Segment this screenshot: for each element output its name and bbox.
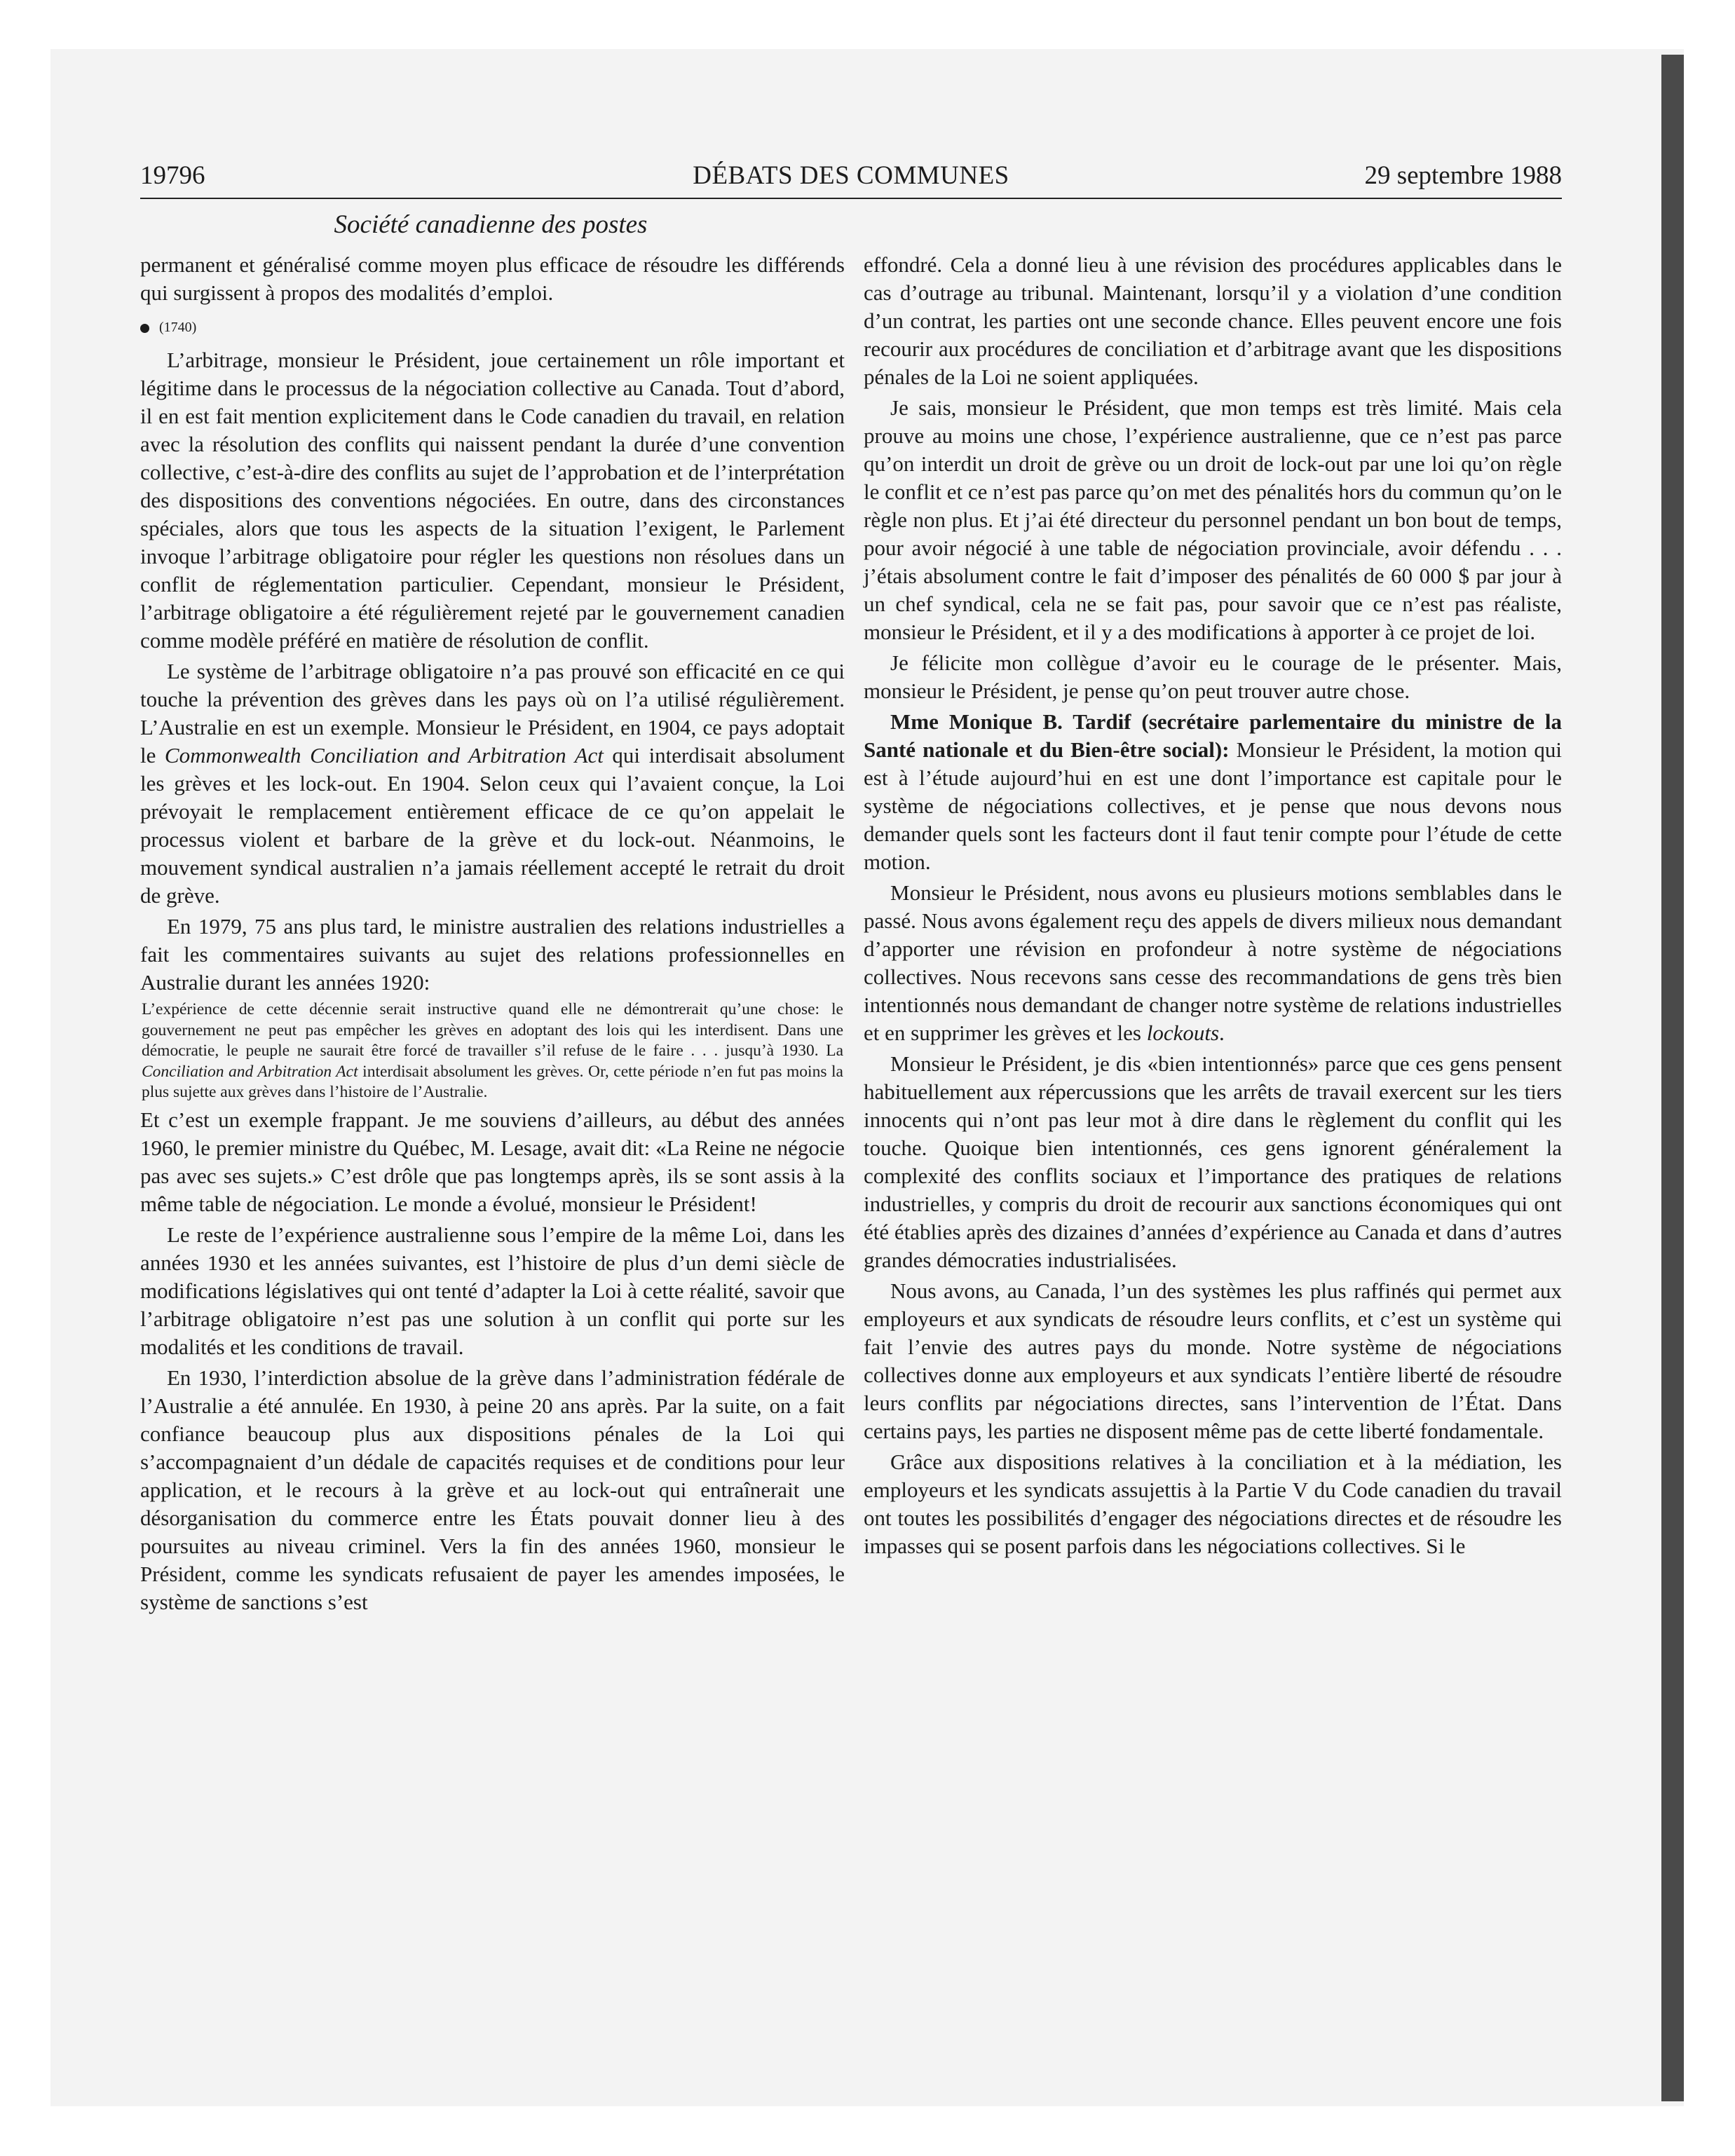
paragraph: En 1979, 75 ans plus tard, le ministre australien des relations industrielles a fait les commentaires suivants au sujet des relations professionnelles en Australie durant les années 1920:: [140, 914, 845, 995]
right-column: [864, 251, 1562, 1563]
left-column: [140, 251, 845, 1619]
italic-term: lockouts: [1146, 1021, 1220, 1045]
paragraph: L’arbitrage, monsieur le Président, joue certainement un rôle important et légitime dans le processus de la négociation collective au Canada. Tout d’abord, il en est fait mention explicitement dans le Code canadien du travail, en relation avec la résolution des conflits qui naissent pendant la durée d’une convention collective, c’est-à-dire des conflits au sujet de l’approbation et de l’interprétation des dispositions des conventions négociées. En outre, dans des circonstances spéciales, alors que tous les aspects de la situation l’exigent, le Parlement invoque l’arbitrage obligatoire pour régler les questions non résolues dans un conflit de réglementation particulier. Cependant, monsieur le Président, l’arbitrage obligatoire a été régulièrement rejeté par le gouvernement canadien comme modèle préféré en matière de résolution de conflit.: [140, 348, 845, 653]
scan-edge-bar: [1661, 55, 1684, 2101]
time-marker-text: (1740): [159, 320, 197, 335]
paragraph: effondré. Cela a donné lieu à une révision des procédures applicables dans le cas d’outrage au tribunal. Maintenant, lorsqu’il y a violation d’une condition d’un contrat, les parties ont une seconde chance. Elles peuvent encore une fois recourir aux procédures de conciliation et d’arbitrage avant que les dispositions pénales de la Loi ne soient appliquées.: [864, 252, 1562, 389]
paragraph: Grâce aux dispositions relatives à la conciliation et à la médiation, les employeurs et les syndicats assujettis à la Partie V du Code canadien du travail ont toutes les possibilités d’engager des négociations directes et de résoudre les impasses qui se posent parfois dans les négociations collectives. Si le: [864, 1449, 1562, 1558]
quote-text: L’expérience de cette décennie serait instructive quand elle ne démontrerait qu’une chose: le gouvernement ne peut pas empêcher les grèves en adoptant des lois qui les interdisent. Dans une démocratie, le peuple ne saurait être forcé de travailler s’il refuse de le faire . . . jusqu’à 1930. La: [142, 1000, 843, 1060]
paragraph-text: qui interdisait absolument les grèves et les lock-out. En 1904. Selon ceux qui l’avaient conçue, la Loi prévoyait le remplacement entièrement efficace de ce qu’on appelait le processus violent et barbare de la grève et du lock-out. Néanmoins, le mouvement syndical australien n’a jamais réellement accepté le retrait du droit de grève.: [140, 743, 845, 908]
paragraph: [140, 657, 845, 910]
paragraph-text: Le système de l’arbitrage obligatoire n’a pas prouvé son efficacité en ce qui touche la prévention des grèves dans les pays où on l’a utilisé régulièrement. L’Australie en est un exemple. Monsieur le Président, en 1904, ce pays adoptait le: [140, 659, 845, 767]
header-rule: [140, 198, 1562, 199]
paragraph: Et c’est un exemple frappant. Je me souviens d’ailleurs, au début des années 1960, le premier ministre du Québec, M. Lesage, avait dit: «La Reine ne négocie pas avec ses sujets.» C’est drôle que pas longtemps après, ils se sont assis à la même table de négociation. Le monde a évolué, monsieur le Président!: [140, 1107, 845, 1216]
page-number: 19796: [140, 161, 205, 190]
paragraph: [864, 708, 1562, 876]
quote-text: interdisait absolument les grèves. Or, cette période n’en fut pas moins la plus sujette aux grèves dans l’histoire de l’Australie.: [142, 1062, 843, 1101]
speaker-name: Mme Monique B. Tardif (secrétaire parlementaire du ministre de la Santé nationale et du Bien-être social):: [864, 709, 1562, 762]
section-title: Société canadienne des postes: [334, 210, 648, 239]
paragraph-text: Monsieur le Président, nous avons eu plusieurs motions semblables dans le passé. Nous avons également reçu des appels de divers milieux nous demandant d’apporter une révision en profondeur à notre système de négociations collectives. Nous recevons sans cesse des recommandations de gens très bien intentionnés nous demandant de changer notre système de relations industrielles et en supprimer les grèves et les: [864, 880, 1562, 1045]
paragraph-text: Monsieur le Président, la motion qui est à l’étude aujourd’hui en est une dont l’importance est capitale pour le système de négociations collectives, et je pense que nous devons nous demander quels sont les facteurs dont il faut tenir compte pour l’étude de cette motion.: [864, 737, 1562, 874]
paragraph: Je félicite mon collègue d’avoir eu le courage de le présenter. Mais, monsieur le Président, je pense qu’on peut trouver autre chose.: [864, 650, 1562, 703]
paragraph: Monsieur le Président, je dis «bien intentionnés» parce que ces gens pensent habituellement aux répercussions que les arrêts de travail exercent sur les tiers innocents qui n’ont pas leur mot à dire dans le règlement du conflit qui les touche. Quoique bien intentionnés, ces gens ignorent généralement la complexité des conflits sociaux et l’importance des pratiques de relations industrielles, y compris du droit de recourir aux sanctions économiques qui ont été établies après des dizaines d’années d’expérience au Canada et dans d’autres grandes démocraties industrialisées.: [864, 1051, 1562, 1272]
paragraph-text: .: [1219, 1021, 1225, 1045]
bullet-icon: [140, 324, 149, 333]
act-title: Conciliation and Arbitration Act: [142, 1062, 358, 1081]
publication-title: DÉBATS DES COMMUNES: [693, 161, 1009, 190]
paragraph: Je sais, monsieur le Président, que mon temps est très limité. Mais cela prouve au moins une chose, l’expérience australienne, que ce n’est pas parce qu’on interdit un droit de grève ou un droit de lock-out par une loi qu’on règle le conflit et ce n’est pas parce qu’on met des pénalités hors du commun qu’on le règle non plus. Et j’ai été directeur du personnel pendant un bon bout de temps, pour avoir négocié à une table de négociation provinciale, avoir défendu . . . j’étais absolument contre le fait d’imposer des pénalités de 60 000 $ par jour à un chef syndical, cela ne se fait pas, pour savoir que ce n’est pas réaliste, monsieur le Président, et il y a des modifications à apporter à ce projet de loi.: [864, 395, 1562, 644]
act-title: Commonwealth Conciliation and Arbitration Act: [164, 743, 604, 767]
paragraph: Le reste de l’expérience australienne sous l’empire de la même Loi, dans les années 1930 et les années suivantes, est l’histoire de plus d’un demi siècle de modifications législatives qui ont tenté d’adapter la Loi à cette réalité, savoir que l’arbitrage obligatoire n’est pas une solution à un conflit qui porte sur les modalités et les conditions de travail.: [140, 1222, 845, 1359]
block-quote: [140, 999, 845, 1103]
paragraph: En 1930, l’interdiction absolue de la grève dans l’administration fédérale de l’Australie a été annulée. En 1930, à peine 20 ans après. Par la suite, on a fait confiance beaucoup plus aux dispositions pénales de la Loi qui s’accompagnaient d’un dédale de capacités requises et de conditions pour leur application, et le recours à la grève et au lock-out qui entraînerait une désorganisation du commerce entre les États pouvait donner lieu à des poursuites au niveau criminel. Vers la fin des années 1960, monsieur le Président, comme les syndicats refusaient de payer les amendes imposées, le système de sanctions s’est: [140, 1365, 845, 1614]
paragraph: [864, 879, 1562, 1047]
paragraph: permanent et généralisé comme moyen plus efficace de résoudre les différends qui surgissent à propos des modalités d’emploi.: [140, 252, 845, 305]
publication-date: 29 septembre 1988: [1364, 161, 1562, 190]
time-marker: [140, 318, 845, 336]
running-header: [140, 156, 1562, 196]
paragraph: Nous avons, au Canada, l’un des systèmes les plus raffinés qui permet aux employeurs et aux syndicats de résoudre leurs conflits, et c’est un système qui fait l’envie des autres pays du monde. Notre système de négociations collectives donne aux employeurs et aux syndicats l’entière liberté de résoudre leurs conflits par négociations directes, sans l’intervention de l’État. Dans certains pays, les parties ne disposent même pas de cette liberté fondamentale.: [864, 1278, 1562, 1443]
